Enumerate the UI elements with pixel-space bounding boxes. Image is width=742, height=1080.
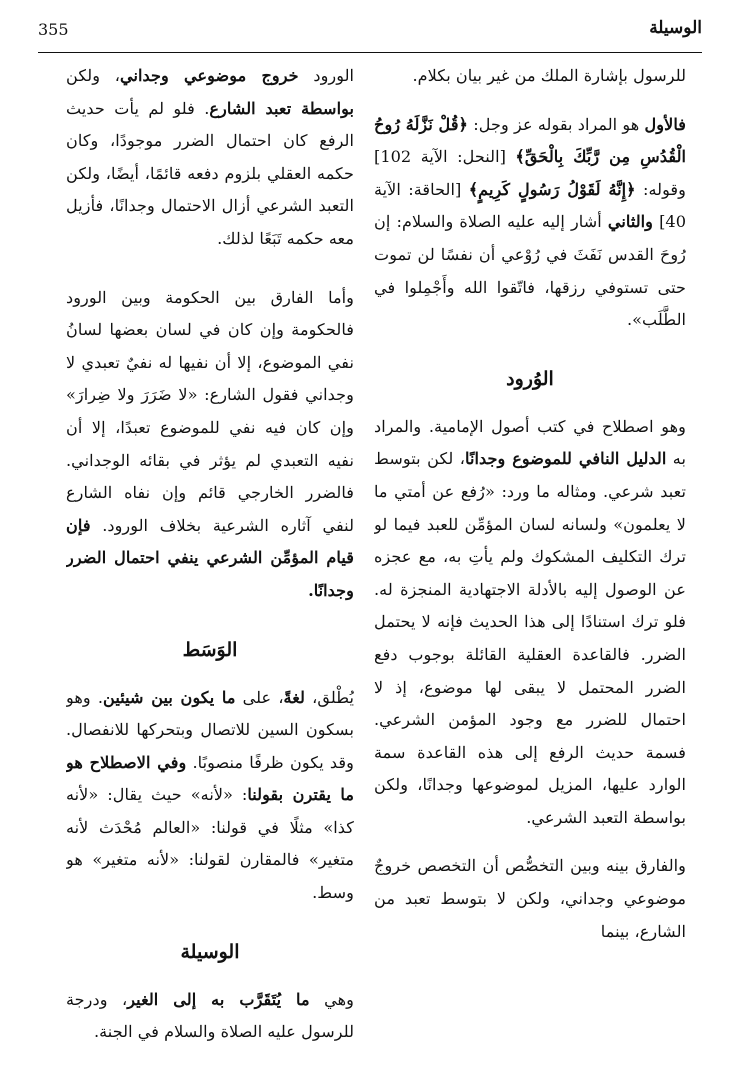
text: ، ولكن — [66, 66, 120, 85]
quran-verse: ﴿قُلْ نَزَّلَهُ رُوحُ الْقُدُسِ مِن رَّبِّكَ بِالْحَقِّ﴾ — [374, 114, 686, 167]
text: يُطْلق، — [304, 687, 354, 707]
section-heading-wasila: الوسيلة — [180, 940, 240, 963]
text: ، لكن بتوسط تعبد شرعي. ومثاله ما ورد: «رُفع عن أمتي ما لا يعلمون» ولسانه لسان المؤمِّن للعبد فيما لو ترك التكليف المشكوك ولم يأتِ به، مع عجزه عن الوصول إليه بالأدلة الاجتهادية المنجزة له. فلو ترك استنادًا إلى هذا الحديث فإنه لا يحتمل الضرر. فالقاعدة العقلية القائلة بوجوب دفع الضرر المحتمل لا يبقى لها موضوع، إذ لا احتمال للضرر مع وجود المؤمن الشرعي. فسمة حديث الرفع إلى هذه القاعدة سمة الوارد عليها، المزيل لموضوعها وجدانًا، ولكن بواسطة التعبد الشرعي. — [374, 449, 686, 827]
bold-term: ما يُتَقَرَّب به إلى الغير — [127, 989, 310, 1009]
bold-term: والثاني — [607, 212, 653, 232]
text: أشار إليه عليه الصلاة والسلام: إن رُوحَ القدس نَفَثَ في رُوْعي أن نفسًا لن تموت حتى تستوفي رزقها، فاتّقوا الله وأَجْمِلوا في الطَّلَب». — [374, 212, 686, 330]
text: وهي — [309, 989, 354, 1009]
text: . وهو بسكون السين للاتصال وبتحركها للانفصال. وقد يكون ظرفًا منصوبًا. — [66, 687, 354, 772]
text: هو المراد بقوله عز وجل: — [468, 114, 645, 134]
quran-verse: ﴿إِنَّهُ لَقَوْلُ رَسُولٍ كَرِيمٍ﴾ — [468, 179, 636, 199]
paragraph — [374, 109, 686, 337]
text: ، على — [235, 687, 284, 707]
bold-term: فالأول — [644, 114, 686, 134]
text: للرسول بإشارة الملك من غير بيان بكلام. — [412, 66, 686, 85]
bold-term: بواسطة تعبد الشارع — [209, 98, 354, 118]
text: [النحل: الآية 102] وقوله: — [374, 147, 686, 199]
paragraph — [374, 60, 686, 93]
text: والفارق بينه وبين التخصُّص أن التخصص خروجٌ موضوعي وجداني، ولكن لا بتوسط تعبد من الشارع، بينما — [374, 856, 686, 941]
section-heading-wasat: الوَسَط — [182, 638, 238, 661]
text: الورود — [298, 66, 354, 85]
right-column — [374, 60, 686, 1060]
paragraph — [66, 282, 354, 608]
running-title: الوسيلة — [649, 18, 702, 38]
bold-term: ما يكون بين شيئين — [103, 687, 236, 707]
bold-term: الدليل النافي للموضوع وجدانًا — [465, 449, 667, 469]
page-number: 355 — [38, 20, 69, 39]
bold-term: خروج موضوعي وجداني — [119, 66, 299, 85]
bold-term: وفي الاصطلاح هو ما يقترن بقولنا — [66, 752, 354, 805]
text: [الحاقة: الآية 40] — [374, 179, 686, 232]
text: . فلو لم يأت حديث الرفع كان احتمال الضرر موجودًا، وكان حكمه العقلي بلزوم دفعه قائمًا، أيضًا، ولكن التعبد الشرعي أزال الاحتمال وجدانًا، فأزيل معه حكمه تَبَعًا لذلك. — [66, 98, 354, 248]
section-heading-wurud: الوُرود — [506, 367, 554, 390]
text: وهو اصطلاح في كتب أصول الإمامية. والمراد به — [374, 416, 686, 469]
paragraph — [374, 411, 686, 835]
paragraph — [66, 682, 354, 910]
page-header — [38, 18, 702, 48]
paragraph — [374, 850, 686, 948]
bold-term: فإن قيام المؤمِّن الشرعي ينفي احتمال الضرر وجدانًا. — [66, 515, 354, 600]
paragraph — [66, 984, 354, 1049]
bold-term: لغةً — [283, 687, 305, 707]
text: وأما الفارق بين الحكومة وبين الورود فالحكومة وإن كان في لسان بعضها لسانُ نفي الموضوع، إلا أن نفيها له نفيٌ تعبدي لا وجداني فقول الشارع: «لا ضَرَرَ ولا ضِرارَ» وإن كان فيه نفي للموضوع تعبدًا، إلا أن نفيه التعبدي لم يؤثر في بقائه الوجداني. فالضرر الخارجي قائم وإن نفاه الشارع لنفي آثاره الشرعية بخلاف الورود. — [66, 287, 354, 535]
paragraph — [66, 60, 354, 256]
text: : «لأنه» حيث يقال: «لأنه كذا» مثلًا في قولنا: «العالم مُحْدَث لأنه متغير» فالمقارن لقولنا: «لأنه متغير» هو وسط. — [66, 785, 354, 903]
text: ، ودرجة للرسول عليه الصلاة والسلام في الجنة. — [66, 989, 354, 1042]
header-rule — [38, 52, 702, 53]
left-column — [66, 60, 354, 1060]
